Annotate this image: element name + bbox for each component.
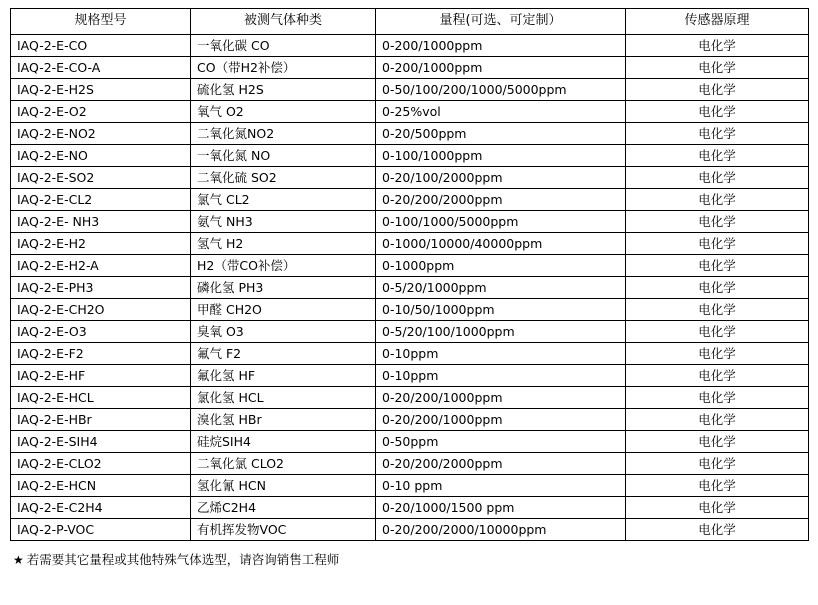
cell-gas-type: 二氧化氯 CLO2 xyxy=(191,453,376,475)
cell-gas-type: 一氧化碳 CO xyxy=(191,35,376,57)
cell-model: IAQ-2-E-HCN xyxy=(11,475,191,497)
column-header-model: 规格型号 xyxy=(11,9,191,35)
table-row xyxy=(11,79,809,101)
table-row xyxy=(11,189,809,211)
cell-sensor-principle: 电化学 xyxy=(626,343,809,365)
table-row xyxy=(11,145,809,167)
gas-sensor-spec-table xyxy=(10,8,809,541)
column-header-range: 量程(可选、可定制） xyxy=(376,9,626,35)
cell-sensor-principle: 电化学 xyxy=(626,299,809,321)
star-icon: ★ xyxy=(13,553,24,567)
cell-sensor-principle: 电化学 xyxy=(626,233,809,255)
cell-model: IAQ-2-E-PH3 xyxy=(11,277,191,299)
table-row xyxy=(11,475,809,497)
table-row xyxy=(11,365,809,387)
cell-sensor-principle: 电化学 xyxy=(626,167,809,189)
cell-gas-type: 一氧化氮 NO xyxy=(191,145,376,167)
cell-model: IAQ-2-E-F2 xyxy=(11,343,191,365)
cell-gas-type: 氧气 O2 xyxy=(191,101,376,123)
cell-range: 0-20/200/2000ppm xyxy=(376,453,626,475)
cell-sensor-principle: 电化学 xyxy=(626,409,809,431)
cell-range: 0-20/200/1000ppm xyxy=(376,387,626,409)
cell-sensor-principle: 电化学 xyxy=(626,497,809,519)
cell-range: 0-10ppm xyxy=(376,365,626,387)
table-row xyxy=(11,299,809,321)
cell-sensor-principle: 电化学 xyxy=(626,453,809,475)
cell-range: 0-5/20/100/1000ppm xyxy=(376,321,626,343)
cell-range: 0-20/200/1000ppm xyxy=(376,409,626,431)
cell-gas-type: 甲醛 CH2O xyxy=(191,299,376,321)
cell-model: IAQ-2-E-H2 xyxy=(11,233,191,255)
table-row xyxy=(11,123,809,145)
table-row xyxy=(11,35,809,57)
cell-gas-type: 硅烷SIH4 xyxy=(191,431,376,453)
table-row xyxy=(11,233,809,255)
cell-gas-type: 氯化氢 HCL xyxy=(191,387,376,409)
cell-model: IAQ-2-E-CL2 xyxy=(11,189,191,211)
cell-range: 0-100/1000/5000ppm xyxy=(376,211,626,233)
cell-gas-type: 乙烯C2H4 xyxy=(191,497,376,519)
cell-model: IAQ-2-E-HCL xyxy=(11,387,191,409)
cell-range: 0-20/500ppm xyxy=(376,123,626,145)
column-header-sensor-principle: 传感器原理 xyxy=(626,9,809,35)
cell-gas-type: 硫化氢 H2S xyxy=(191,79,376,101)
cell-range: 0-10/50/1000ppm xyxy=(376,299,626,321)
cell-model: IAQ-2-E-CH2O xyxy=(11,299,191,321)
cell-sensor-principle: 电化学 xyxy=(626,35,809,57)
cell-range: 0-200/1000ppm xyxy=(376,35,626,57)
cell-sensor-principle: 电化学 xyxy=(626,211,809,233)
cell-gas-type: 有机挥发物VOC xyxy=(191,519,376,541)
table-row xyxy=(11,431,809,453)
table-row xyxy=(11,453,809,475)
table-row xyxy=(11,343,809,365)
cell-model: IAQ-2-E-NO2 xyxy=(11,123,191,145)
footnote-text: 若需要其它量程或其他特殊气体选型，请咨询销售工程师 xyxy=(26,552,340,567)
cell-range: 0-1000ppm xyxy=(376,255,626,277)
cell-model: IAQ-2-E-C2H4 xyxy=(11,497,191,519)
cell-sensor-principle: 电化学 xyxy=(626,255,809,277)
cell-sensor-principle: 电化学 xyxy=(626,475,809,497)
cell-model: IAQ-2-E-H2S xyxy=(11,79,191,101)
cell-gas-type: 氢化氰 HCN xyxy=(191,475,376,497)
table-row xyxy=(11,255,809,277)
table-row xyxy=(11,387,809,409)
cell-model: IAQ-2-E- NH3 xyxy=(11,211,191,233)
cell-model: IAQ-2-E-O3 xyxy=(11,321,191,343)
cell-sensor-principle: 电化学 xyxy=(626,519,809,541)
cell-sensor-principle: 电化学 xyxy=(626,431,809,453)
table-row xyxy=(11,409,809,431)
cell-model: IAQ-2-E-NO xyxy=(11,145,191,167)
cell-model: IAQ-2-E-HBr xyxy=(11,409,191,431)
table-row xyxy=(11,519,809,541)
cell-range: 0-20/1000/1500 ppm xyxy=(376,497,626,519)
cell-range: 0-5/20/1000ppm xyxy=(376,277,626,299)
table-header-row xyxy=(11,9,809,35)
cell-gas-type: CO（带H2补偿） xyxy=(191,57,376,79)
cell-range: 0-20/100/2000ppm xyxy=(376,167,626,189)
cell-model: IAQ-2-E-O2 xyxy=(11,101,191,123)
cell-model: IAQ-2-E-CO-A xyxy=(11,57,191,79)
cell-range: 0-25%vol xyxy=(376,101,626,123)
cell-gas-type: 二氧化硫 SO2 xyxy=(191,167,376,189)
cell-sensor-principle: 电化学 xyxy=(626,189,809,211)
cell-gas-type: 溴化氢 HBr xyxy=(191,409,376,431)
cell-range: 0-10 ppm xyxy=(376,475,626,497)
cell-gas-type: 氨气 NH3 xyxy=(191,211,376,233)
cell-sensor-principle: 电化学 xyxy=(626,387,809,409)
column-header-gas-type: 被测气体种类 xyxy=(191,9,376,35)
table-row xyxy=(11,497,809,519)
cell-sensor-principle: 电化学 xyxy=(626,145,809,167)
cell-model: IAQ-2-P-VOC xyxy=(11,519,191,541)
cell-model: IAQ-2-E-SIH4 xyxy=(11,431,191,453)
cell-sensor-principle: 电化学 xyxy=(626,123,809,145)
cell-range: 0-1000/10000/40000ppm xyxy=(376,233,626,255)
table-row xyxy=(11,321,809,343)
cell-gas-type: 二氧化氮NO2 xyxy=(191,123,376,145)
table-row xyxy=(11,211,809,233)
cell-range: 0-10ppm xyxy=(376,343,626,365)
cell-range: 0-200/1000ppm xyxy=(376,57,626,79)
cell-model: IAQ-2-E-CLO2 xyxy=(11,453,191,475)
cell-sensor-principle: 电化学 xyxy=(626,79,809,101)
table-body xyxy=(11,35,809,541)
cell-model: IAQ-2-E-HF xyxy=(11,365,191,387)
cell-gas-type: 臭氧 O3 xyxy=(191,321,376,343)
table-row xyxy=(11,101,809,123)
cell-gas-type: 氟化氢 HF xyxy=(191,365,376,387)
table-row xyxy=(11,57,809,79)
cell-model: IAQ-2-E-SO2 xyxy=(11,167,191,189)
cell-gas-type: 磷化氢 PH3 xyxy=(191,277,376,299)
cell-model: IAQ-2-E-H2-A xyxy=(11,255,191,277)
cell-range: 0-100/1000ppm xyxy=(376,145,626,167)
cell-gas-type: H2（带CO补偿） xyxy=(191,255,376,277)
footnote xyxy=(10,552,808,567)
cell-range: 0-50/100/200/1000/5000ppm xyxy=(376,79,626,101)
cell-sensor-principle: 电化学 xyxy=(626,101,809,123)
cell-gas-type: 氯气 CL2 xyxy=(191,189,376,211)
cell-sensor-principle: 电化学 xyxy=(626,277,809,299)
cell-model: IAQ-2-E-CO xyxy=(11,35,191,57)
table-row xyxy=(11,277,809,299)
cell-sensor-principle: 电化学 xyxy=(626,365,809,387)
table-row xyxy=(11,167,809,189)
cell-range: 0-20/200/2000/10000ppm xyxy=(376,519,626,541)
cell-range: 0-20/200/2000ppm xyxy=(376,189,626,211)
cell-gas-type: 氟气 F2 xyxy=(191,343,376,365)
cell-sensor-principle: 电化学 xyxy=(626,321,809,343)
cell-gas-type: 氢气 H2 xyxy=(191,233,376,255)
cell-sensor-principle: 电化学 xyxy=(626,57,809,79)
cell-range: 0-50ppm xyxy=(376,431,626,453)
